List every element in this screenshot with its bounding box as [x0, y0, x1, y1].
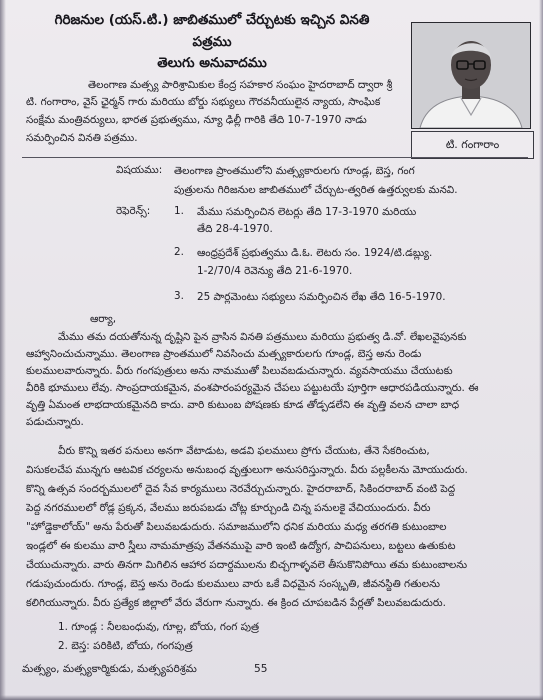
document-title-line1: గిరిజనుల (యస్.టి.) జాబితములో చేర్చుటకు ఇచ్చిన వినతి: [54, 12, 370, 28]
page-edge-shadow-bottom: [0, 695, 543, 700]
body-line: విసుకలచేప మున్నగు ఆటవిక చర్యలను అనుబంధ వృత్తులుగా అనుసరిస్తున్నారు. వీరు పల్లకీలను మోయుదురు.: [26, 464, 468, 476]
body-line: పడుచున్నారు.: [26, 416, 84, 428]
body-line: గడుపుచుందురు. గూండ్ల, బెస్త అను రెండు కులములు వారు ఒకే విధమైన సంస్కృతి, జీవనస్థితి గతులను: [26, 578, 441, 590]
photo-caption: టి. గంగారాం: [411, 131, 534, 159]
body-line: వీరు కొన్ని ఇతర పనులు అనగా వేటాడుట, అడవి ఫలములు ప్రోగు చేయుట, తేనె సేకరించుట,: [58, 445, 430, 457]
subject-line: పుత్రులను గిరిజనుల జాబితములో చేర్చుట-త్వరిత ఉత్తర్వులకు మనవి.: [174, 184, 458, 196]
intro-line: సంక్షేమ మంత్రివర్యులు, భారత ప్రభుత్వము, న్యూ ఢిల్లీ గారికి తేది 10-7-1970 నాడు: [26, 114, 367, 126]
reference-line: ఆంధ్రప్రదేశ్ ప్రభుత్వము డి.ఓ. లెటరు సం. 1924/టి.డబ్ల్యు.: [197, 247, 433, 259]
document-title-line3: తెలుగు అనువాదము: [157, 55, 267, 71]
page-edge-shadow-left: [0, 0, 6, 700]
body-line: చేయుచున్నారు. వారు తినగా మిగిలిన ఆహార పదార్థములను బిచ్చగాళ్ళవలె తీసుకొనిపోయి తమ కుటుంబాలను: [26, 559, 468, 571]
references-label: రెఫెరెన్స్:: [116, 205, 151, 217]
body-line: కలిగియున్నారు. వీరు ప్రత్యేక జిల్లాలో వేరు వేరుగా నున్నారు. ఈ క్రింద చూపబడిన పేర్లతో పిలువబడుదురు.: [26, 597, 446, 609]
caste-list-item: 2. బెస్త: పరికిటి, బోయ, గంగపుత్ర: [58, 640, 193, 652]
reference-line: 1-2/70/4 రెవెన్యు తేది 21-6-1970.: [197, 265, 353, 277]
page-number: 55: [254, 663, 268, 675]
body-line: మేము తమ దయతోనున్న దృష్టిని పైన వ్రాసిన వినతి పత్రములు మరియు ప్రభుత్వ డి.వో. లేఖలవైపునకు: [58, 331, 467, 343]
body-line: ఇండ్లలో ఈ కులము వారి స్త్రీలు నామమాత్రపు వేతనముపై వారి ఇంటి ఉద్యోగ, పాచిపనులు, బట్టలు ఉతుకుట: [26, 540, 456, 552]
page-edge-shadow-right: [539, 0, 543, 700]
reference-line: తేది 28-4-1970.: [197, 223, 273, 235]
portrait-photo: [411, 22, 531, 129]
portrait-image-icon: [412, 23, 530, 128]
body-line: ఆహ్వానించుచున్నాము. తెలంగాణ ప్రాంతములో నివసించు మత్స్యకారులగు గూండ్ల, బెస్త అను రెండు: [26, 348, 422, 360]
body-line: కొన్ని ఉత్సవ సందర్భములలో దైవ సేవ కార్యములు నెరవేర్చుచున్నారు. హైదరాబాద్, సికిందరాబాద్ వంటి పెద్ద: [26, 483, 456, 495]
reference-line: 25 పార్లమెంటు సభ్యులు సమర్పించిన లేఖ తేది 16-5-1970.: [197, 291, 446, 303]
intro-line: తెలంగాణ మత్స్య పారిశ్రామికుల కేంద్ర సహకార సంఘం హైదరాబాద్ ద్వారా శ్రీ: [88, 79, 393, 91]
body-line: వృత్తి ఏమంత లాభదాయకమైనది కాదు. వారి కుటుంబ పోషణకు కూడ తోడ్పడలేని ఈ వృత్తి వలన చాలా బాధ: [26, 399, 460, 411]
subject-line: తెలంగాణ ప్రాంతములోని మత్స్యకారులగు గూండ్ల, బెస్త, గంగ: [174, 165, 415, 177]
reference-number: 1.: [174, 205, 184, 217]
salutation: ఆర్యా,: [90, 313, 117, 325]
document-title-line2: పత్రము: [192, 34, 232, 50]
reference-line: మేము సమర్పించిన లెటర్లు తేది 17-3-1970 మరియు: [197, 206, 417, 218]
section-divider-top: [22, 157, 528, 158]
caste-list-item: 1. గూండ్ల : నీలబంధువు, గూల్ల, బోయ, గంగ పుత్ర: [58, 621, 260, 633]
body-line: పెద్ద నగరములలో రోడ్ల ప్రక్కన, వేలము జరుపబడు చోట్ల కూర్చుండి చిన్న పనులకై వేచియుందురు. వీరు: [26, 502, 431, 514]
subject-label: విషయము:: [116, 164, 163, 176]
intro-line: సమర్పించిన వినతి పత్రము.: [26, 132, 138, 144]
body-line: వీరికి భూములు లేవు. సాంప్రదాయకమైన, వంశపారంపర్యమైన చేపలు పట్టుటయే పూర్తిగా ఆధారపడియున్నారు. ఈ: [26, 382, 479, 394]
footer-running-title: మత్స్యం, మత్స్యకార్మికుడు, మత్స్యపరిశ్రమ: [22, 663, 197, 675]
body-line: కులములవారున్నారు. వీరు గంగపుత్రులు అను నామముతో పిలువబడుచున్నారు. వ్యవసాయము చేయుటకు: [26, 365, 453, 377]
reference-number: 2.: [174, 246, 184, 258]
reference-number: 3.: [174, 290, 184, 302]
body-line: "హోడ్డెకాలోయ్" అను పేరుతో పిలువబడుదురు. సమాజములోని ధనిక మరియు మధ్య తరగతి కుటుంబాల: [26, 521, 447, 533]
intro-line: టి. గంగారాం, వైస్ ఛైర్మన్ గారు మరియు బోర్డు సభ్యులు గౌరవనీయులైన న్యాయ, సాంఘిక: [26, 96, 381, 108]
